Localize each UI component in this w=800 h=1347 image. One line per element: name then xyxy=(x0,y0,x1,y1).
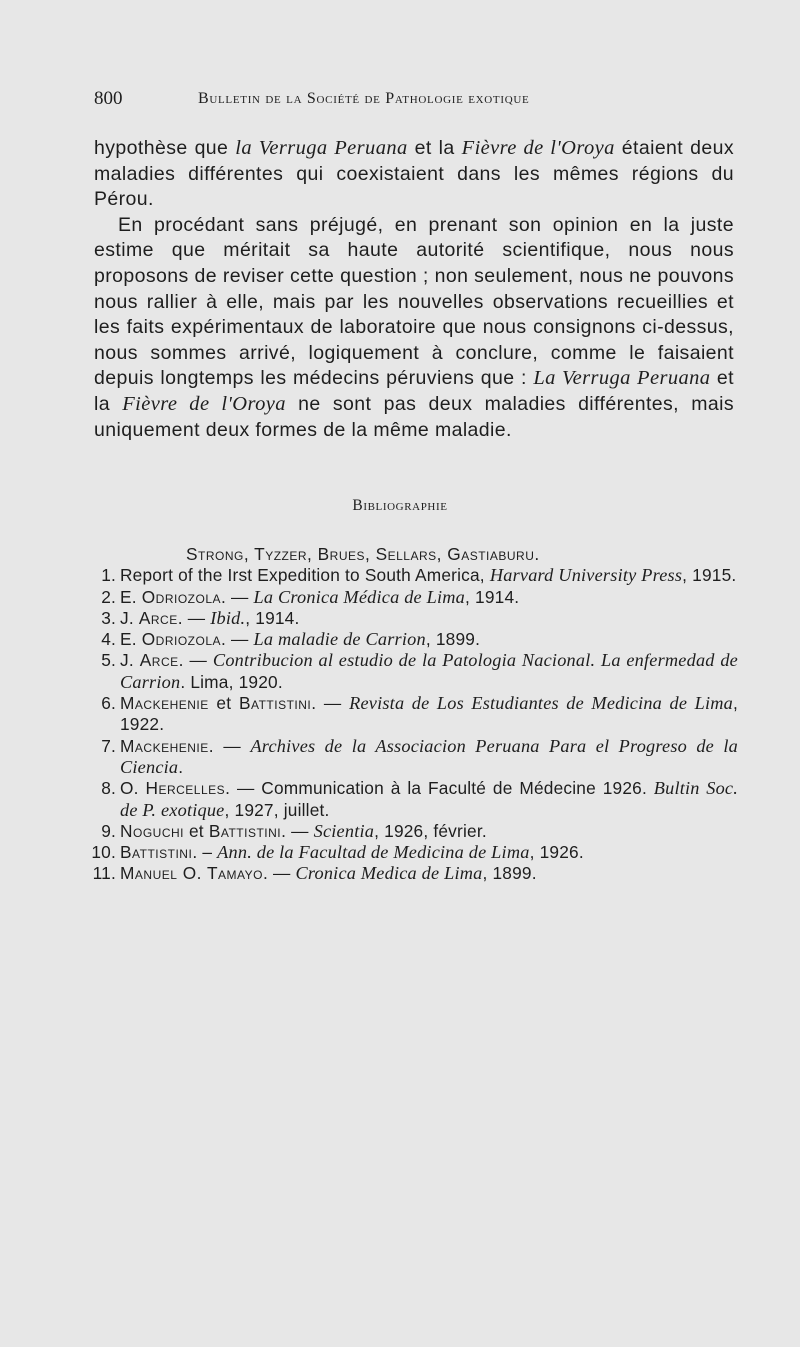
entry-title: Ibid. xyxy=(210,607,246,628)
entry-number: 8. xyxy=(101,778,116,799)
entry-text: . — xyxy=(221,586,254,607)
bibliography-entry xyxy=(98,693,738,736)
entry-text: E. xyxy=(120,586,142,607)
entry-number: 1. xyxy=(101,565,116,586)
entry-author: Battistini xyxy=(120,842,193,863)
entry-title: La maladie de Carrion xyxy=(253,629,426,650)
entry-author: Manuel O. Tamayo xyxy=(120,863,263,884)
entry-number: 7. xyxy=(101,735,116,756)
running-head: Bulletin de la Société de Pathologie exotique xyxy=(198,90,530,107)
entry-title: La Cronica Médica de Lima xyxy=(253,586,466,607)
entry-title: Bultin Soc. de P. exotique xyxy=(120,778,739,820)
entry-author: Mackehenie xyxy=(120,735,209,756)
entry-text: . — xyxy=(221,629,254,650)
entry-title: Scientia xyxy=(313,820,375,841)
entry-text: Report of the Irst Expedition to South America, xyxy=(120,565,490,586)
bibliography-authors-line xyxy=(98,544,738,565)
entry-number: 6. xyxy=(101,693,116,714)
entry-author: Odriozola xyxy=(141,586,222,607)
entry-text: . — xyxy=(208,735,251,756)
entry-title: Revista de Los Estudiantes de Medicina de Lima xyxy=(349,693,733,714)
entry-number: 4. xyxy=(101,629,116,650)
entry-text: . — xyxy=(281,820,314,841)
entry-number: 10. xyxy=(91,842,116,863)
entry-text: . — xyxy=(262,863,296,884)
entry-text: . — xyxy=(311,693,350,714)
entry-text: , 1899. xyxy=(425,629,481,650)
italic-term: Fièvre de l'Oroya xyxy=(122,392,286,415)
entry-author: Battistini xyxy=(208,820,282,841)
entry-title: Contribucion al estudio de la Patologia Nacional. La enfermedad de Carrion xyxy=(120,650,738,692)
page-number: 800 xyxy=(94,88,123,109)
entry-number: 11. xyxy=(92,863,116,884)
bibliography-entry xyxy=(98,587,738,608)
bibliography-entry xyxy=(98,736,738,779)
entry-text: , 1914. xyxy=(245,607,300,628)
text-run: et la xyxy=(407,137,462,159)
entry-text: . Lima, 1920. xyxy=(180,671,283,692)
entry-author: Noguchi xyxy=(120,820,184,841)
text-run: hypothèse que xyxy=(94,137,236,159)
entry-title: Archives de la Associacion Peruana Para el Progreso de la Ciencia xyxy=(120,735,738,777)
entry-text: O. xyxy=(120,778,146,799)
entry-text: J. xyxy=(120,650,140,671)
entry-author: Battistini xyxy=(238,693,312,714)
bibliography-entry xyxy=(98,608,738,629)
bibliography-entry xyxy=(98,565,738,586)
entry-text: et xyxy=(183,820,209,841)
bibliography-entry xyxy=(98,778,738,821)
bibliography-entry xyxy=(92,863,738,884)
entry-text: . xyxy=(178,756,184,777)
entry-title: Harvard University Press xyxy=(489,565,683,586)
bibliography-title: Bibliographie xyxy=(352,497,448,514)
bibliography-entry xyxy=(98,650,738,693)
entry-author: Hercelles xyxy=(145,778,226,799)
text-run: En procédant sans préjugé, en prenant son opinion en la juste estime que méritait sa haute autorité scientifique, nous nous proposons de reviser cette question ; non seulement, nous ne pouvons nous rallier à elle, mais par les nouvelles observations recueillies et les faits expérimentaux de laboratoire que nous consignons ci-dessus, nous sommes arrivé, logiquement à conclure, comme le faisaient depuis longtemps les médecins péruviens que : xyxy=(94,213,734,390)
italic-term: La Verruga Peruana xyxy=(533,367,711,390)
entry-author: Odriozola xyxy=(141,629,222,650)
bibliography-entry xyxy=(91,842,738,863)
entry-text: , 1926, février. xyxy=(374,820,487,841)
entry-text: et xyxy=(208,693,239,714)
entry-number: 9. xyxy=(101,820,116,841)
entry-author: Mackehenie xyxy=(120,693,209,714)
text-run: étaient deux maladies différentes qui coexistaient dans les mêmes régions du Pérou. xyxy=(94,137,734,211)
italic-term: Fièvre de l'Oroya xyxy=(461,137,615,159)
authors-line: Strong, Tyzzer, Brues, Sellars, Gastiaburu. xyxy=(186,544,540,564)
paragraph-2 xyxy=(94,213,734,443)
entry-author: Arce xyxy=(138,607,178,628)
entry-title: Ann. de la Facultad de Medicina de Lima xyxy=(217,842,530,863)
entry-text: , 1915. xyxy=(682,565,737,586)
entry-text: , 1926. xyxy=(529,842,584,863)
entry-author: Arce xyxy=(139,650,179,671)
bibliography-list xyxy=(91,544,739,885)
page-header xyxy=(94,88,654,118)
bibliography-entry xyxy=(98,629,738,650)
entry-text: . — xyxy=(177,607,211,628)
body-text xyxy=(94,136,734,443)
entry-title: Cronica Medica de Lima xyxy=(295,863,483,884)
entry-text: . – xyxy=(192,842,218,863)
entry-number: 5. xyxy=(101,650,116,671)
text-run: et la xyxy=(94,367,734,415)
entry-text: . — Communication à la Faculté de Médecine 1926. xyxy=(225,778,654,799)
bibliography-entry xyxy=(98,821,738,842)
entry-text: , 1927, juillet. xyxy=(224,799,330,820)
entry-text: , 1914. xyxy=(465,586,520,607)
paragraph-1 xyxy=(94,136,734,213)
entry-number: 3. xyxy=(101,607,116,628)
italic-term: la Verruga Peruana xyxy=(235,137,408,159)
entry-text: . — xyxy=(178,650,213,671)
text-run: ne sont pas deux maladies différentes, mais uniquement deux formes de la même maladie. xyxy=(94,392,734,441)
entry-text: , 1899. xyxy=(482,863,537,884)
entry-text: , 1922. xyxy=(120,693,738,735)
entry-text: J. xyxy=(120,607,139,628)
entry-number: 2. xyxy=(101,586,116,607)
entry-text: E. xyxy=(120,629,142,650)
